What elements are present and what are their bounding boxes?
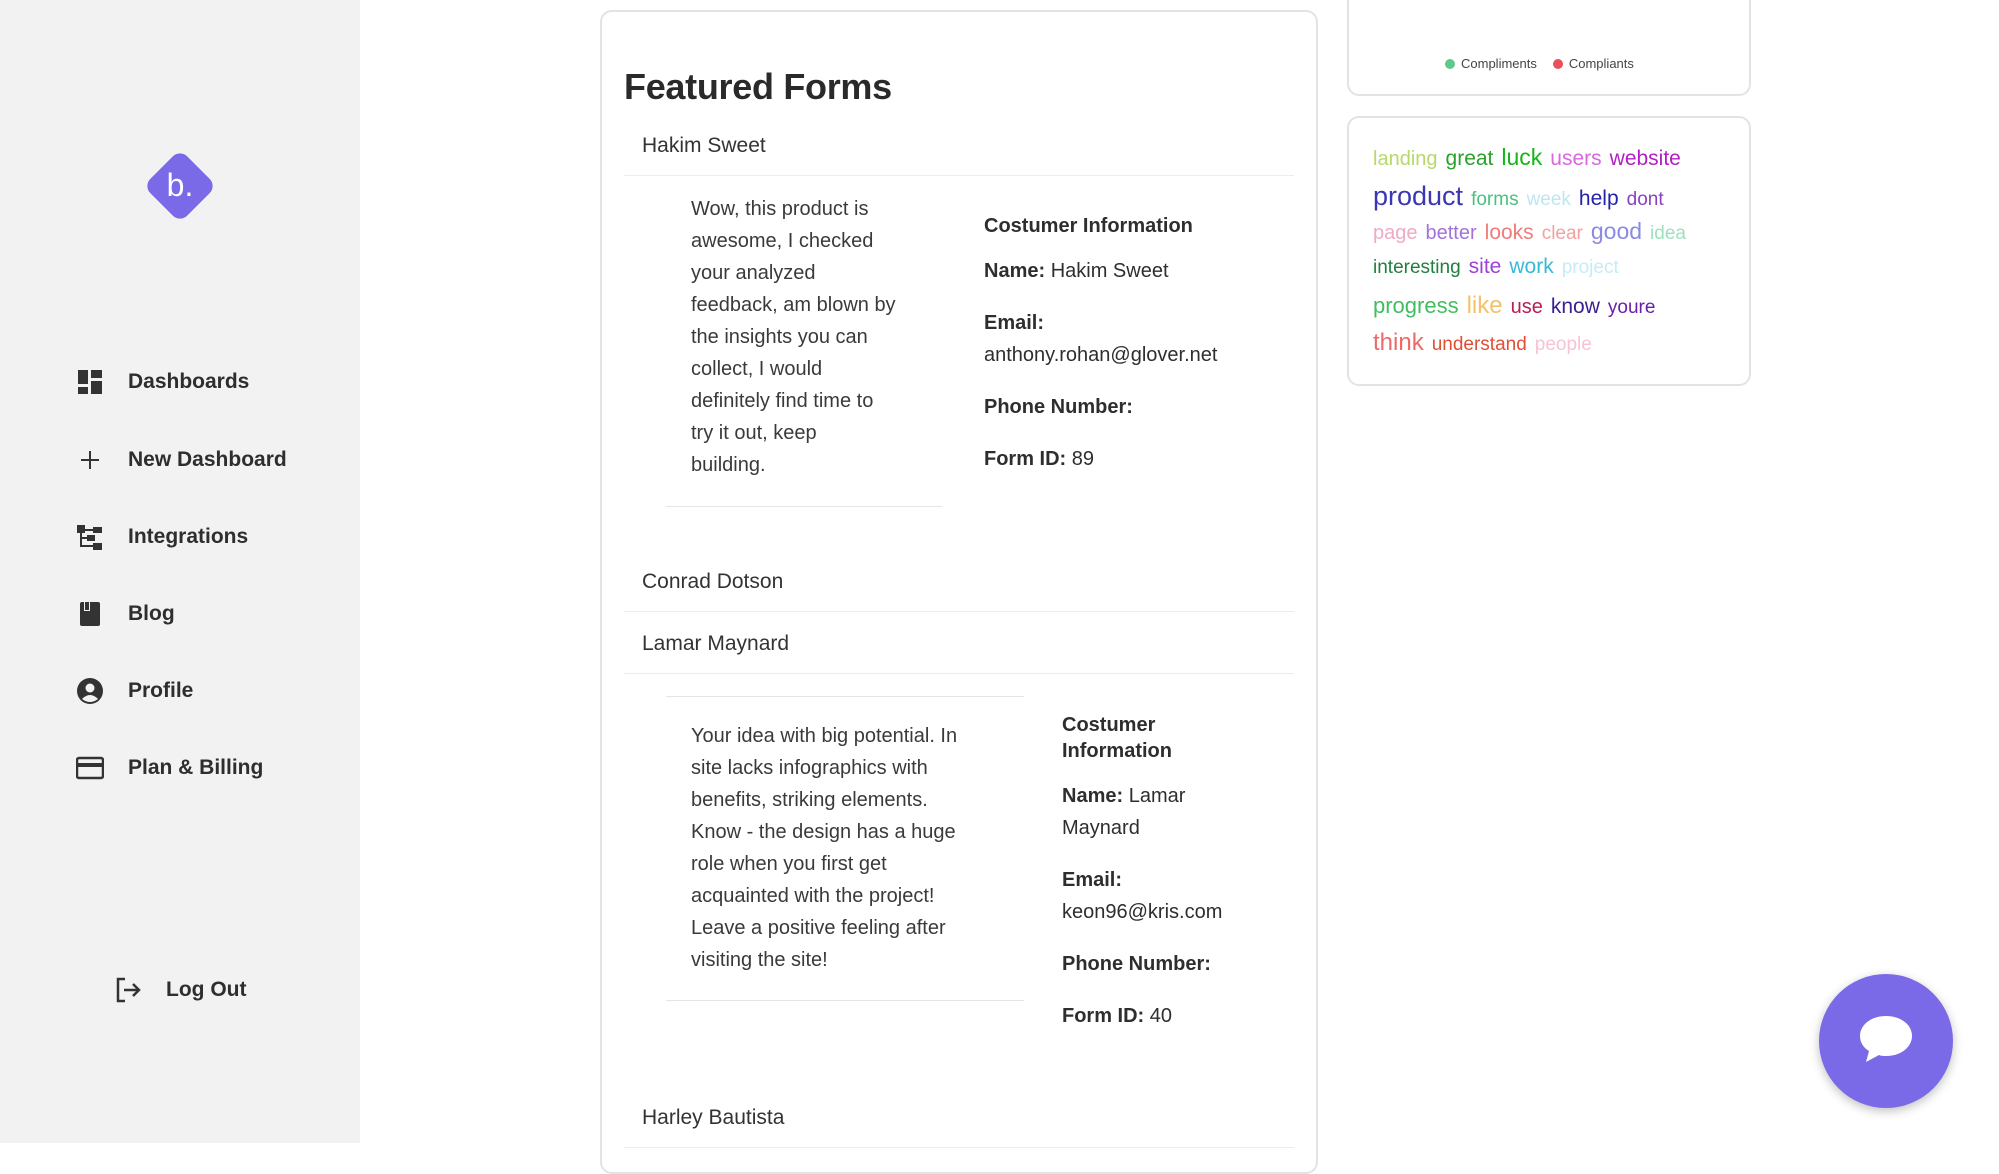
divider xyxy=(666,1000,1024,1001)
user-circle-icon xyxy=(76,677,104,705)
form-id-field: Form ID: 89 xyxy=(984,448,1095,470)
word-cloud-word: great xyxy=(1445,147,1494,170)
page-title: Featured Forms xyxy=(624,66,892,107)
form-row-header[interactable]: Hakim Sweet xyxy=(624,116,1294,176)
sidebar-item-plan-billing[interactable] xyxy=(76,748,263,788)
word-cloud-word: youre xyxy=(1607,297,1656,318)
word-cloud-word: interesting xyxy=(1373,257,1461,278)
divider xyxy=(666,696,1024,697)
logout-label: Log Out xyxy=(166,978,247,1001)
feedback-text: Your idea with big potential. In site lacks infographics with benefits, striking elements. Know - the design has a huge role when you first get acquainted with the project! Leave a positive feeling after visiting the site! xyxy=(691,725,958,971)
form-row-header[interactable]: Harley Bautista xyxy=(624,1088,1294,1148)
word-cloud-word: users xyxy=(1550,147,1602,170)
customer-info xyxy=(984,213,1284,475)
customer-info-title: Costumer Information xyxy=(984,215,1193,237)
word-cloud-card xyxy=(1347,116,1751,386)
sidebar-item-blog[interactable] xyxy=(76,594,175,634)
sidebar-item-label: Integrations xyxy=(128,525,249,548)
legend-dot xyxy=(1553,59,1563,69)
dashboard-icon xyxy=(76,368,104,396)
customer-name-field: Name: Lamar Maynard xyxy=(1062,785,1186,839)
customer-email-field: Email: anthony.rohan@glover.net xyxy=(984,312,1218,366)
word-cloud-word: use xyxy=(1510,296,1543,318)
customer-name-field: Name: Hakim Sweet xyxy=(984,260,1169,282)
word-cloud-line xyxy=(1373,329,1733,366)
sidebar-item-profile[interactable] xyxy=(76,671,193,711)
logout-button[interactable] xyxy=(114,970,246,1010)
chat-button[interactable] xyxy=(1819,974,1953,1108)
word-cloud-word: site xyxy=(1468,255,1502,278)
word-cloud-word: dont xyxy=(1626,189,1664,210)
feedback-text: Wow, this product is awesome, I checked your analyzed feedback, am blown by the insights you can collect, I would definitely find time to try it out, keep building. xyxy=(691,198,896,476)
customer-info-title: Costumer Information xyxy=(1062,714,1172,762)
word-cloud-word: forms xyxy=(1471,189,1519,210)
sidebar-item-label: Plan & Billing xyxy=(128,756,264,779)
customer-email-field: Email: keon96@kris.com xyxy=(1062,869,1223,923)
word-cloud-word: progress xyxy=(1373,293,1459,318)
legend-item-compliments[interactable] xyxy=(1445,56,1537,71)
word-cloud xyxy=(1373,144,1733,366)
legend-item-compliants[interactable] xyxy=(1553,56,1634,71)
divider xyxy=(666,506,942,507)
chart-legend xyxy=(1445,56,1650,71)
word-cloud-word: clear xyxy=(1541,223,1583,244)
legend-label: Compliments xyxy=(1461,56,1537,71)
sentiment-chart-card xyxy=(1347,0,1751,96)
customer-phone-field: Phone Number: xyxy=(984,396,1133,418)
word-cloud-line xyxy=(1373,292,1733,329)
word-cloud-word: think xyxy=(1373,329,1424,356)
integrations-icon xyxy=(76,523,104,551)
word-cloud-word: week xyxy=(1526,189,1571,210)
legend-label: Compliants xyxy=(1568,56,1634,71)
word-cloud-word: know xyxy=(1550,295,1600,318)
logout-icon xyxy=(114,975,144,1005)
word-cloud-word: page xyxy=(1373,222,1418,244)
chat-bubble-icon xyxy=(1857,1012,1915,1071)
word-cloud-word: luck xyxy=(1501,144,1543,170)
legend-dot xyxy=(1445,59,1455,69)
book-icon xyxy=(76,600,104,628)
word-cloud-word: product xyxy=(1373,181,1464,211)
word-cloud-word: landing xyxy=(1373,148,1438,170)
form-row-header[interactable]: Lamar Maynard xyxy=(624,614,1294,674)
featured-forms-card xyxy=(600,10,1318,1174)
word-cloud-word: idea xyxy=(1650,223,1686,244)
form-row-header[interactable]: Conrad Dotson xyxy=(624,552,1294,612)
word-cloud-word: project xyxy=(1561,257,1619,278)
sidebar-item-new-dashboard[interactable] xyxy=(76,440,287,480)
sidebar-item-dashboards[interactable] xyxy=(76,362,249,402)
word-cloud-word: like xyxy=(1466,292,1503,319)
sidebar-item-label: New Dashboard xyxy=(128,448,287,471)
credit-card-icon xyxy=(76,754,104,782)
word-cloud-line xyxy=(1373,255,1733,292)
brand-logo[interactable] xyxy=(140,146,220,226)
customer-info xyxy=(1062,712,1282,1032)
plus-icon xyxy=(76,446,104,474)
customer-phone-field: Phone Number: xyxy=(1062,953,1211,975)
svg-text:b.: b. xyxy=(166,167,194,203)
word-cloud-word: good xyxy=(1590,218,1643,244)
sidebar-item-label: Blog xyxy=(128,602,175,625)
word-cloud-word: better xyxy=(1425,222,1477,244)
word-cloud-line xyxy=(1373,181,1733,218)
word-cloud-word: understand xyxy=(1431,334,1527,355)
word-cloud-line xyxy=(1373,218,1733,255)
word-cloud-word: people xyxy=(1534,334,1592,355)
word-cloud-word: looks xyxy=(1484,221,1534,244)
sidebar-item-integrations[interactable] xyxy=(76,517,248,557)
sidebar-item-label: Dashboards xyxy=(128,370,250,393)
word-cloud-word: work xyxy=(1509,255,1554,278)
sidebar-item-label: Profile xyxy=(128,679,194,702)
word-cloud-word: website xyxy=(1609,147,1681,170)
sidebar xyxy=(0,0,360,1143)
word-cloud-line xyxy=(1373,144,1733,181)
word-cloud-word: help xyxy=(1578,187,1619,210)
form-id-field: Form ID: 40 xyxy=(1062,1005,1173,1027)
